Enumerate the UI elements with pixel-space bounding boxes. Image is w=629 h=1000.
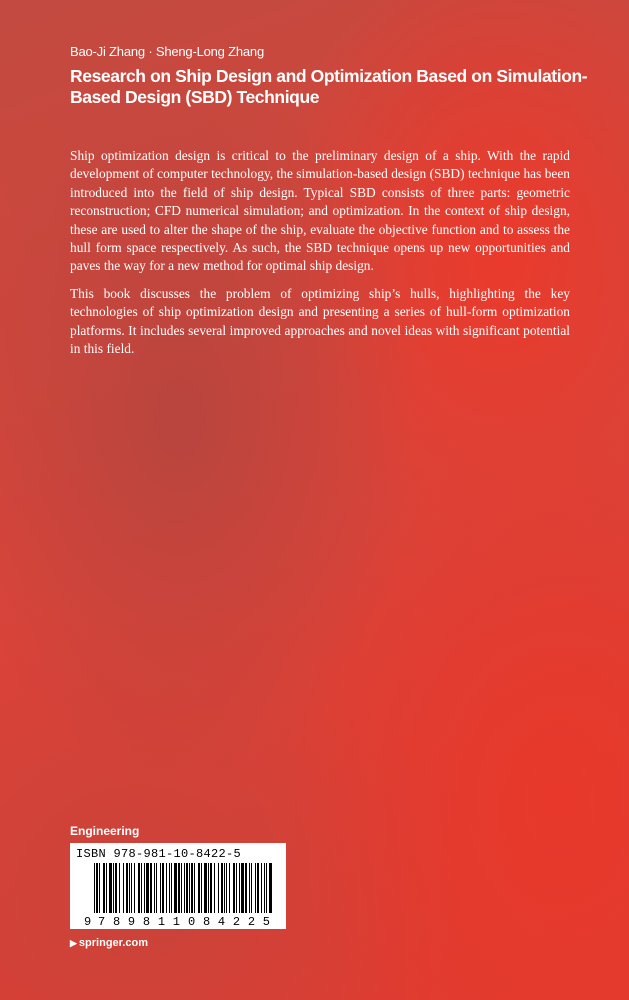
description-paragraph-1: Ship optimization design is critical to the preliminary design of a ship. With the rapid development of computer technology, the simulation-based design (SBD) technique has been introduced into the field of ship design. Typical SBD consists of three parts: geometric reconstruction; CFD numerical simulation; and optimization. In the context of ship design, these are used to alter the shape of the ship, evaluate the objective function and to assess the hull form space respectively. As such, the SBD technique opens up new opportunities and paves the way for a new method for optimal ship design.	[70, 148, 570, 274]
barcode-bar	[171, 863, 172, 913]
barcode-bar	[221, 863, 223, 913]
barcode-label	[70, 843, 286, 929]
barcode-bar	[154, 863, 155, 913]
barcode-bar	[123, 863, 124, 913]
barcode-bar	[189, 863, 190, 913]
barcode-bar	[245, 863, 247, 913]
barcode-bar	[233, 863, 235, 913]
barcode-bar	[144, 863, 145, 913]
barcode-bar	[134, 863, 135, 913]
barcode-bar	[129, 863, 130, 913]
barcode-bar	[266, 863, 267, 913]
arrow-right-icon: ▶	[70, 938, 77, 948]
barcode-bar	[103, 863, 105, 913]
barcode-bar	[174, 863, 177, 913]
barcode-bar	[241, 863, 244, 913]
barcode-bar	[191, 863, 193, 913]
barcode-bar	[99, 863, 100, 913]
barcode-bar	[94, 863, 95, 913]
book-description	[70, 147, 570, 367]
barcode-bar	[169, 863, 170, 913]
barcode-bar	[166, 863, 167, 913]
barcode-bar	[106, 863, 107, 913]
barcode-bar	[269, 863, 272, 913]
barcode-bar	[204, 863, 207, 913]
barcode-bar	[264, 863, 265, 913]
barcode-bar	[119, 863, 120, 913]
subject-category: Engineering	[70, 824, 140, 838]
barcode-bar	[236, 863, 237, 913]
barcode-bar	[141, 863, 142, 913]
barcode-bar	[115, 863, 117, 913]
barcode-left-digits: 789811	[98, 915, 180, 927]
barcode-bar	[109, 863, 112, 913]
barcode-lead-digit: 9	[84, 915, 92, 927]
barcode-bar	[255, 863, 256, 913]
barcode-bar	[218, 863, 219, 913]
barcode-bar	[184, 863, 185, 913]
barcode-bar	[138, 863, 140, 913]
barcode-right-digits: 084225	[188, 915, 270, 927]
barcode-bar	[198, 863, 200, 913]
barcode-bar	[113, 863, 114, 913]
book-title: Research on Ship Design and Optimization Based on Simulation-Based Design (SBD) Technique	[70, 66, 588, 107]
barcode-bar	[156, 863, 157, 913]
barcode-bar	[214, 863, 215, 913]
website-text: springer.com	[78, 937, 148, 949]
barcode-icon	[84, 863, 280, 927]
barcode-bar	[251, 863, 252, 913]
barcode-bar	[257, 863, 259, 913]
barcode-bar	[160, 863, 161, 913]
barcode-bar	[96, 863, 98, 913]
author-names: Bao-Ji Zhang · Sheng-Long Zhang	[70, 44, 264, 59]
barcode-bar	[162, 863, 164, 913]
barcode-bar	[208, 863, 209, 913]
barcode-bar	[229, 863, 230, 913]
barcode-bar	[131, 863, 132, 913]
barcode-bar	[150, 863, 152, 913]
barcode-bar	[178, 863, 180, 913]
barcode-bar	[210, 863, 212, 913]
barcode-bar	[186, 863, 188, 913]
barcode-bar	[201, 863, 202, 913]
barcode-bar	[261, 863, 262, 913]
barcode-bar	[126, 863, 128, 913]
barcode-bar	[194, 863, 195, 913]
description-paragraph-2: This book discusses the problem of optimizing ship’s hulls, highlighting the key technologies of ship optimization design and presenting a series of hull-form optimization platforms. It includes several improved approaches and novel ideas with significant potential in this field.	[70, 285, 570, 357]
barcode-bar	[226, 863, 227, 913]
barcode-bar	[224, 863, 225, 913]
barcode-bar	[181, 863, 182, 913]
barcode-bar	[249, 863, 250, 913]
barcode-bar	[239, 863, 240, 913]
isbn-number: ISBN 978-981-10-8422-5	[76, 847, 242, 861]
barcode-bar	[146, 863, 149, 913]
publisher-website[interactable]	[70, 937, 148, 949]
